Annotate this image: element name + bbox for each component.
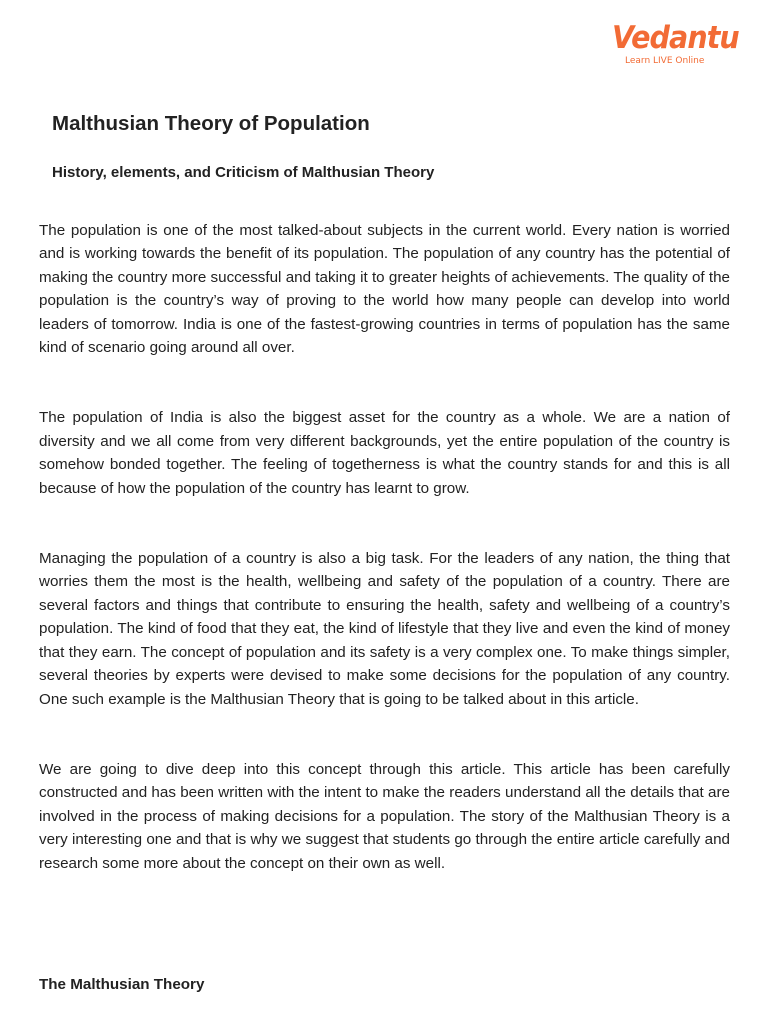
paragraph-3: Managing the population of a country is also a big task. For the leaders of any nation, the thing that worries them the most is the health, wellbeing and safety of the population of a country. There are several factors and things that contribute to ensuring the health, safety and wellbeing of a country’s population. The kind of food that they eat, the kind of lifestyle that they live and even the kind of money that they earn. The concept of population and its safety is a very complex one. To make things simpler, several theories by experts were devised to make some decisions for the population of any country. One such example is the Malthusian Theory that is going to be talked about in this article. [39, 550, 730, 708]
page-subtitle: History, elements, and Criticism of Malthusian Theory [52, 164, 435, 181]
section-heading: The Malthusian Theory [39, 976, 205, 993]
paragraph-4: We are going to dive deep into this concept through this article. This article has been carefully constructed and has been written with the intent to make the readers understand all the details that are involved in the process of making decisions for a population. The story of the Malthusian Theory is a very interesting one and that is why we suggest that students go through the entire article carefully and research some more about the concept on their own as well. [39, 760, 730, 872]
logo-tagline: Learn LIVE Online [625, 56, 705, 66]
paragraph-1: The population is one of the most talked-about subjects in the current world. Every nation is worried and is working towards the benefit of its population. The population of any country has the potential of making the country more successful and taking it to greater heights of achievements. The quality of the population is the country’s way of proving to the world how many people can develop into world leaders of tomorrow. India is one of the fastest-growing countries in terms of population has the same kind of scenario going around all over. [39, 222, 730, 357]
article-body [39, 219, 730, 875]
logo-wordmark: Vedantu [612, 20, 739, 56]
page-title: Malthusian Theory of Population [52, 112, 370, 135]
vedantu-logo [612, 20, 739, 72]
paragraph-2: The population of India is also the biggest asset for the country as a whole. We are a nation of diversity and we all come from very different backgrounds, yet the entire population of the country is somehow bonded together. The feeling of togetherness is what the country stands for and this is all because of how the population of the country has learnt to grow. [39, 409, 730, 497]
